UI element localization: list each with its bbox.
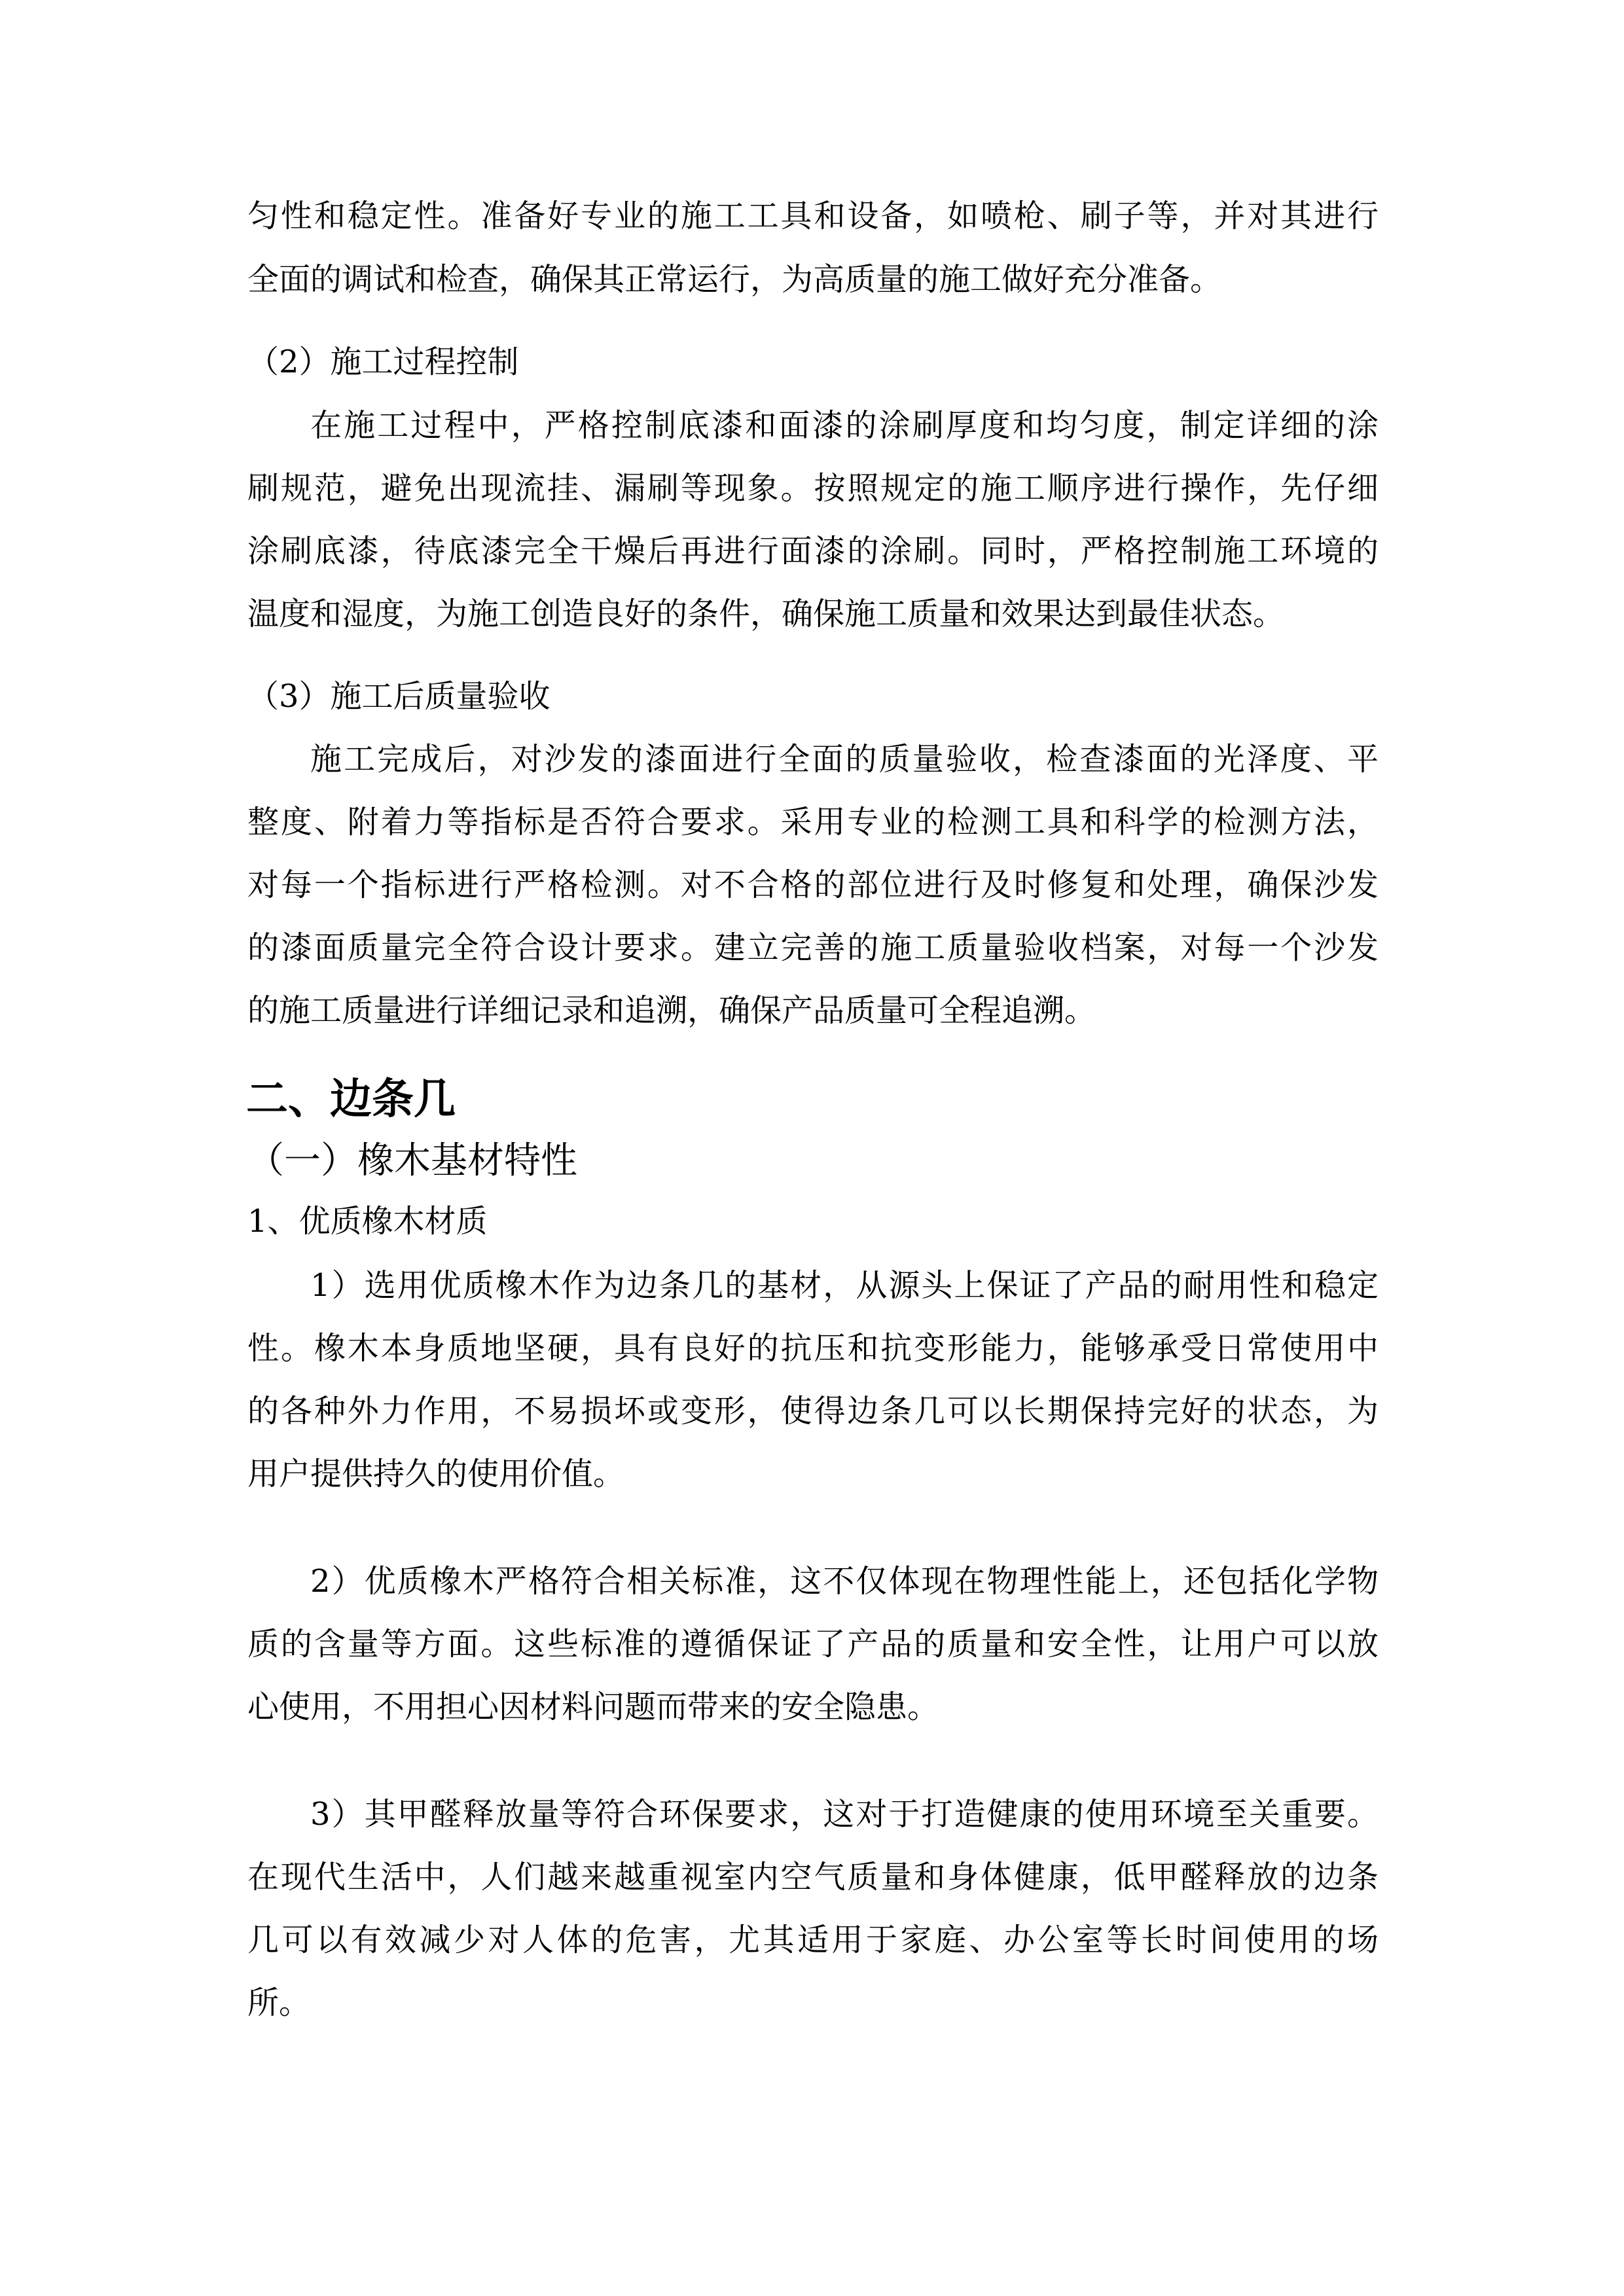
body-line: 心使用，不用担心因材料问题而带来的安全隐患。 (247, 1689, 939, 1725)
body-line: 施工完成后，对沙发的漆面进行全面的质量验收，检查漆面的光泽度、平 (310, 741, 1379, 778)
section-heading: 二、边条几 (246, 1075, 456, 1124)
body-line: 对每一个指标进行严格检测。对不合格的部位进行及时修复和处理，确保沙发 (247, 867, 1379, 903)
body-line: 匀性和稳定性。准备好专业的施工工具和设备，如喷枪、刷子等，并对其进行 (247, 198, 1379, 234)
body-line: 3）其甲醛释放量等符合环保要求，这对于打造健康的使用环境至关重要。 (310, 1796, 1379, 1833)
body-line: 的漆面质量完全符合设计要求。建立完善的施工质量验收档案，对每一个沙发 (247, 929, 1379, 966)
body-line: 整度、附着力等指标是否符合要求。采用专业的检测工具和科学的检测方法， (247, 804, 1379, 840)
subsection-heading: （一）橡木基材特性 (247, 1139, 577, 1182)
subsection-heading: （3）施工后质量验收 (247, 678, 550, 715)
body-line: 用户提供持久的使用价值。 (247, 1456, 625, 1492)
body-line: 性。橡木本身质地坚硬，具有良好的抗压和抗变形能力，能够承受日常使用中 (247, 1330, 1379, 1367)
body-line: 全面的调试和检查，确保其正常运行，为高质量的施工做好充分准备。 (247, 261, 1222, 298)
body-line: 在施工过程中，严格控制底漆和面漆的涂刷厚度和均匀度，制定详细的涂 (310, 407, 1379, 444)
subsection-heading: （2）施工过程控制 (247, 344, 519, 380)
body-line: 的施工质量进行详细记录和追溯，确保产品质量可全程追溯。 (247, 992, 1096, 1029)
body-line: 温度和湿度，为施工创造良好的条件，确保施工质量和效果达到最佳状态。 (247, 596, 1285, 632)
body-line: 刷规范，避免出现流挂、漏刷等现象。按照规定的施工顺序进行操作，先仔细 (247, 470, 1379, 507)
body-line: 1）选用优质橡木作为边条几的基材，从源头上保证了产品的耐用性和稳定 (310, 1267, 1379, 1304)
body-line: 2）优质橡木严格符合相关标准，这不仅体现在物理性能上，还包括化学物 (310, 1563, 1379, 1600)
body-line: 质的含量等方面。这些标准的遵循保证了产品的质量和安全性，让用户可以放 (247, 1626, 1379, 1662)
body-line: 几可以有效减少对人体的危害，尤其适用于家庭、办公室等长时间使用的场 (247, 1922, 1379, 1958)
item-heading: 1、优质橡木材质 (247, 1203, 488, 1240)
body-line: 所。 (247, 1984, 311, 2021)
body-line: 涂刷底漆，待底漆完全干燥后再进行面漆的涂刷。同时，严格控制施工环境的 (247, 533, 1379, 569)
body-line: 的各种外力作用，不易损坏或变形，使得边条几可以长期保持完好的状态，为 (247, 1393, 1379, 1429)
body-line: 在现代生活中，人们越来越重视室内空气质量和身体健康，低甲醛释放的边条 (247, 1859, 1379, 1895)
